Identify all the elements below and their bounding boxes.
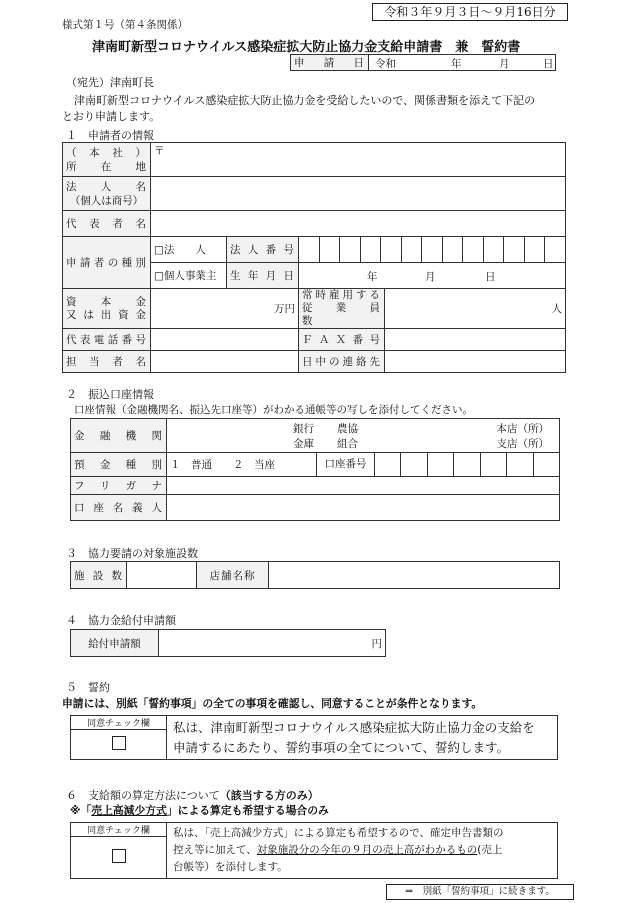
- intro-line-1: 津南町新型コロナウイルス感染症拡大防止協力金を受給したいので、関係書類を添えて下記の: [74, 94, 536, 107]
- sales-method-note: ※「売上高減少方式」による算定も希望する場合のみ: [70, 804, 329, 817]
- kana-field[interactable]: [167, 477, 560, 495]
- contact-field[interactable]: [151, 351, 299, 373]
- facility-count-field[interactable]: [127, 562, 197, 589]
- applicant-table: （ 本 社 ） 所 在 地 〒 法 人 名 （個人は商号） 代 表 者 名 申請者の種別 □法 人 法 人 番 号 □個人事業主 生 年 月 日 年 月 日 資 本 金 又 は 出 資 金 万円 常時雇用する 従 業 員 数 人 代表電話番号 Ｆ Ａ Ｘ 番 号 担 当 者 名 日中の連絡先: [62, 142, 566, 373]
- pledge-notice: 申請には、別紙「誓約事項」の全ての事項を確認し、同意することが条件となります。: [62, 697, 483, 710]
- section-6-title: ６ 支給額の算定方法について（該当する方のみ）: [66, 789, 319, 802]
- pledge-checkbox[interactable]: [112, 736, 126, 750]
- account-digit[interactable]: [428, 453, 454, 476]
- account-digit[interactable]: [454, 453, 480, 476]
- amount-field[interactable]: 円: [159, 630, 386, 657]
- account-holder-field[interactable]: [167, 495, 560, 521]
- section-2-note: 口座情報（金融機関名、振込先口座等）がわかる通帳等の写しを添付してください。: [74, 404, 473, 416]
- address-field[interactable]: 〒: [151, 143, 566, 177]
- corp-name-field[interactable]: [151, 177, 566, 211]
- apply-date-table: 申 請 日 令和 年 月 日: [290, 54, 556, 71]
- tel-field[interactable]: [151, 329, 299, 351]
- sales-method-table: 同意チェック欄 私は、「売上高減少方式」による算定も希望するので、確定申告書類の 控え等に加えて、対象施設分の今年の９月の売上高がわかるもの(売上 台帳等）を添付します。: [70, 822, 558, 879]
- page-title: 津南町新型コロナウイルス感染症拡大防止協力金支給申請書 兼 誓約書: [92, 40, 521, 55]
- account-digit[interactable]: [507, 453, 533, 476]
- amount-table: 給付申請額 円: [70, 629, 386, 657]
- account-digit[interactable]: [481, 453, 507, 476]
- capital-field[interactable]: 万円: [151, 289, 299, 329]
- sales-method-checkbox[interactable]: [112, 849, 126, 863]
- birth-field[interactable]: 年 月 日: [299, 263, 566, 289]
- type-individual-checkbox[interactable]: □個人事業主: [151, 263, 227, 289]
- pledge-table: 同意チェック欄 私は、津南町新型コロナウイルス感染症拡大防止協力金の支給を 申請するにあたり、誓約事項の全てについて、誓約します。: [70, 715, 558, 760]
- type-corp-checkbox[interactable]: □法 人: [151, 237, 227, 263]
- section-4-title: ４ 協力金給付申請額: [66, 614, 176, 627]
- facility-table: 施 設 数 店舗名称: [70, 561, 560, 589]
- addressee: （宛先）津南町長: [66, 76, 154, 89]
- continue-note: ⇒ 別紙「誓約事項」に続きます。: [386, 884, 574, 900]
- section-3-title: ３ 協力要請の対象施設数: [66, 547, 198, 560]
- section-2-title: ２ 振込口座情報: [66, 388, 154, 401]
- form-number: 様式第１号（第４条関係）: [62, 19, 188, 31]
- section-5-title: ５ 誓約: [66, 681, 110, 694]
- corp-no-field[interactable]: [299, 237, 566, 263]
- account-digit[interactable]: [401, 453, 427, 476]
- account-digit[interactable]: [375, 453, 401, 476]
- rep-name-field[interactable]: [151, 211, 566, 237]
- deposit-type-field[interactable]: １ 普通 ２ 当座: [167, 453, 317, 477]
- bank-name-field[interactable]: 銀行 農協 金庫 組合 本店（所） 支店（所）: [167, 419, 560, 453]
- store-name-field[interactable]: [269, 562, 560, 589]
- intro-line-2: とおり申請します。: [62, 110, 161, 123]
- daytime-contact-field[interactable]: [385, 351, 566, 373]
- bank-table: 金 融 機 関 銀行 農協 金庫 組合 本店（所） 支店（所） 預 金 種 別 １ 普通 ２ 当座 口座番号 フ リ ガ ナ 口 座 名 義 人: [70, 418, 560, 521]
- section-1-title: １ 申請者の情報: [66, 129, 154, 142]
- account-digit[interactable]: [534, 453, 559, 476]
- fax-field[interactable]: [385, 329, 566, 351]
- period-box: 令和３年９月３日～９月16日分: [372, 3, 568, 21]
- employees-field[interactable]: 人: [385, 289, 566, 329]
